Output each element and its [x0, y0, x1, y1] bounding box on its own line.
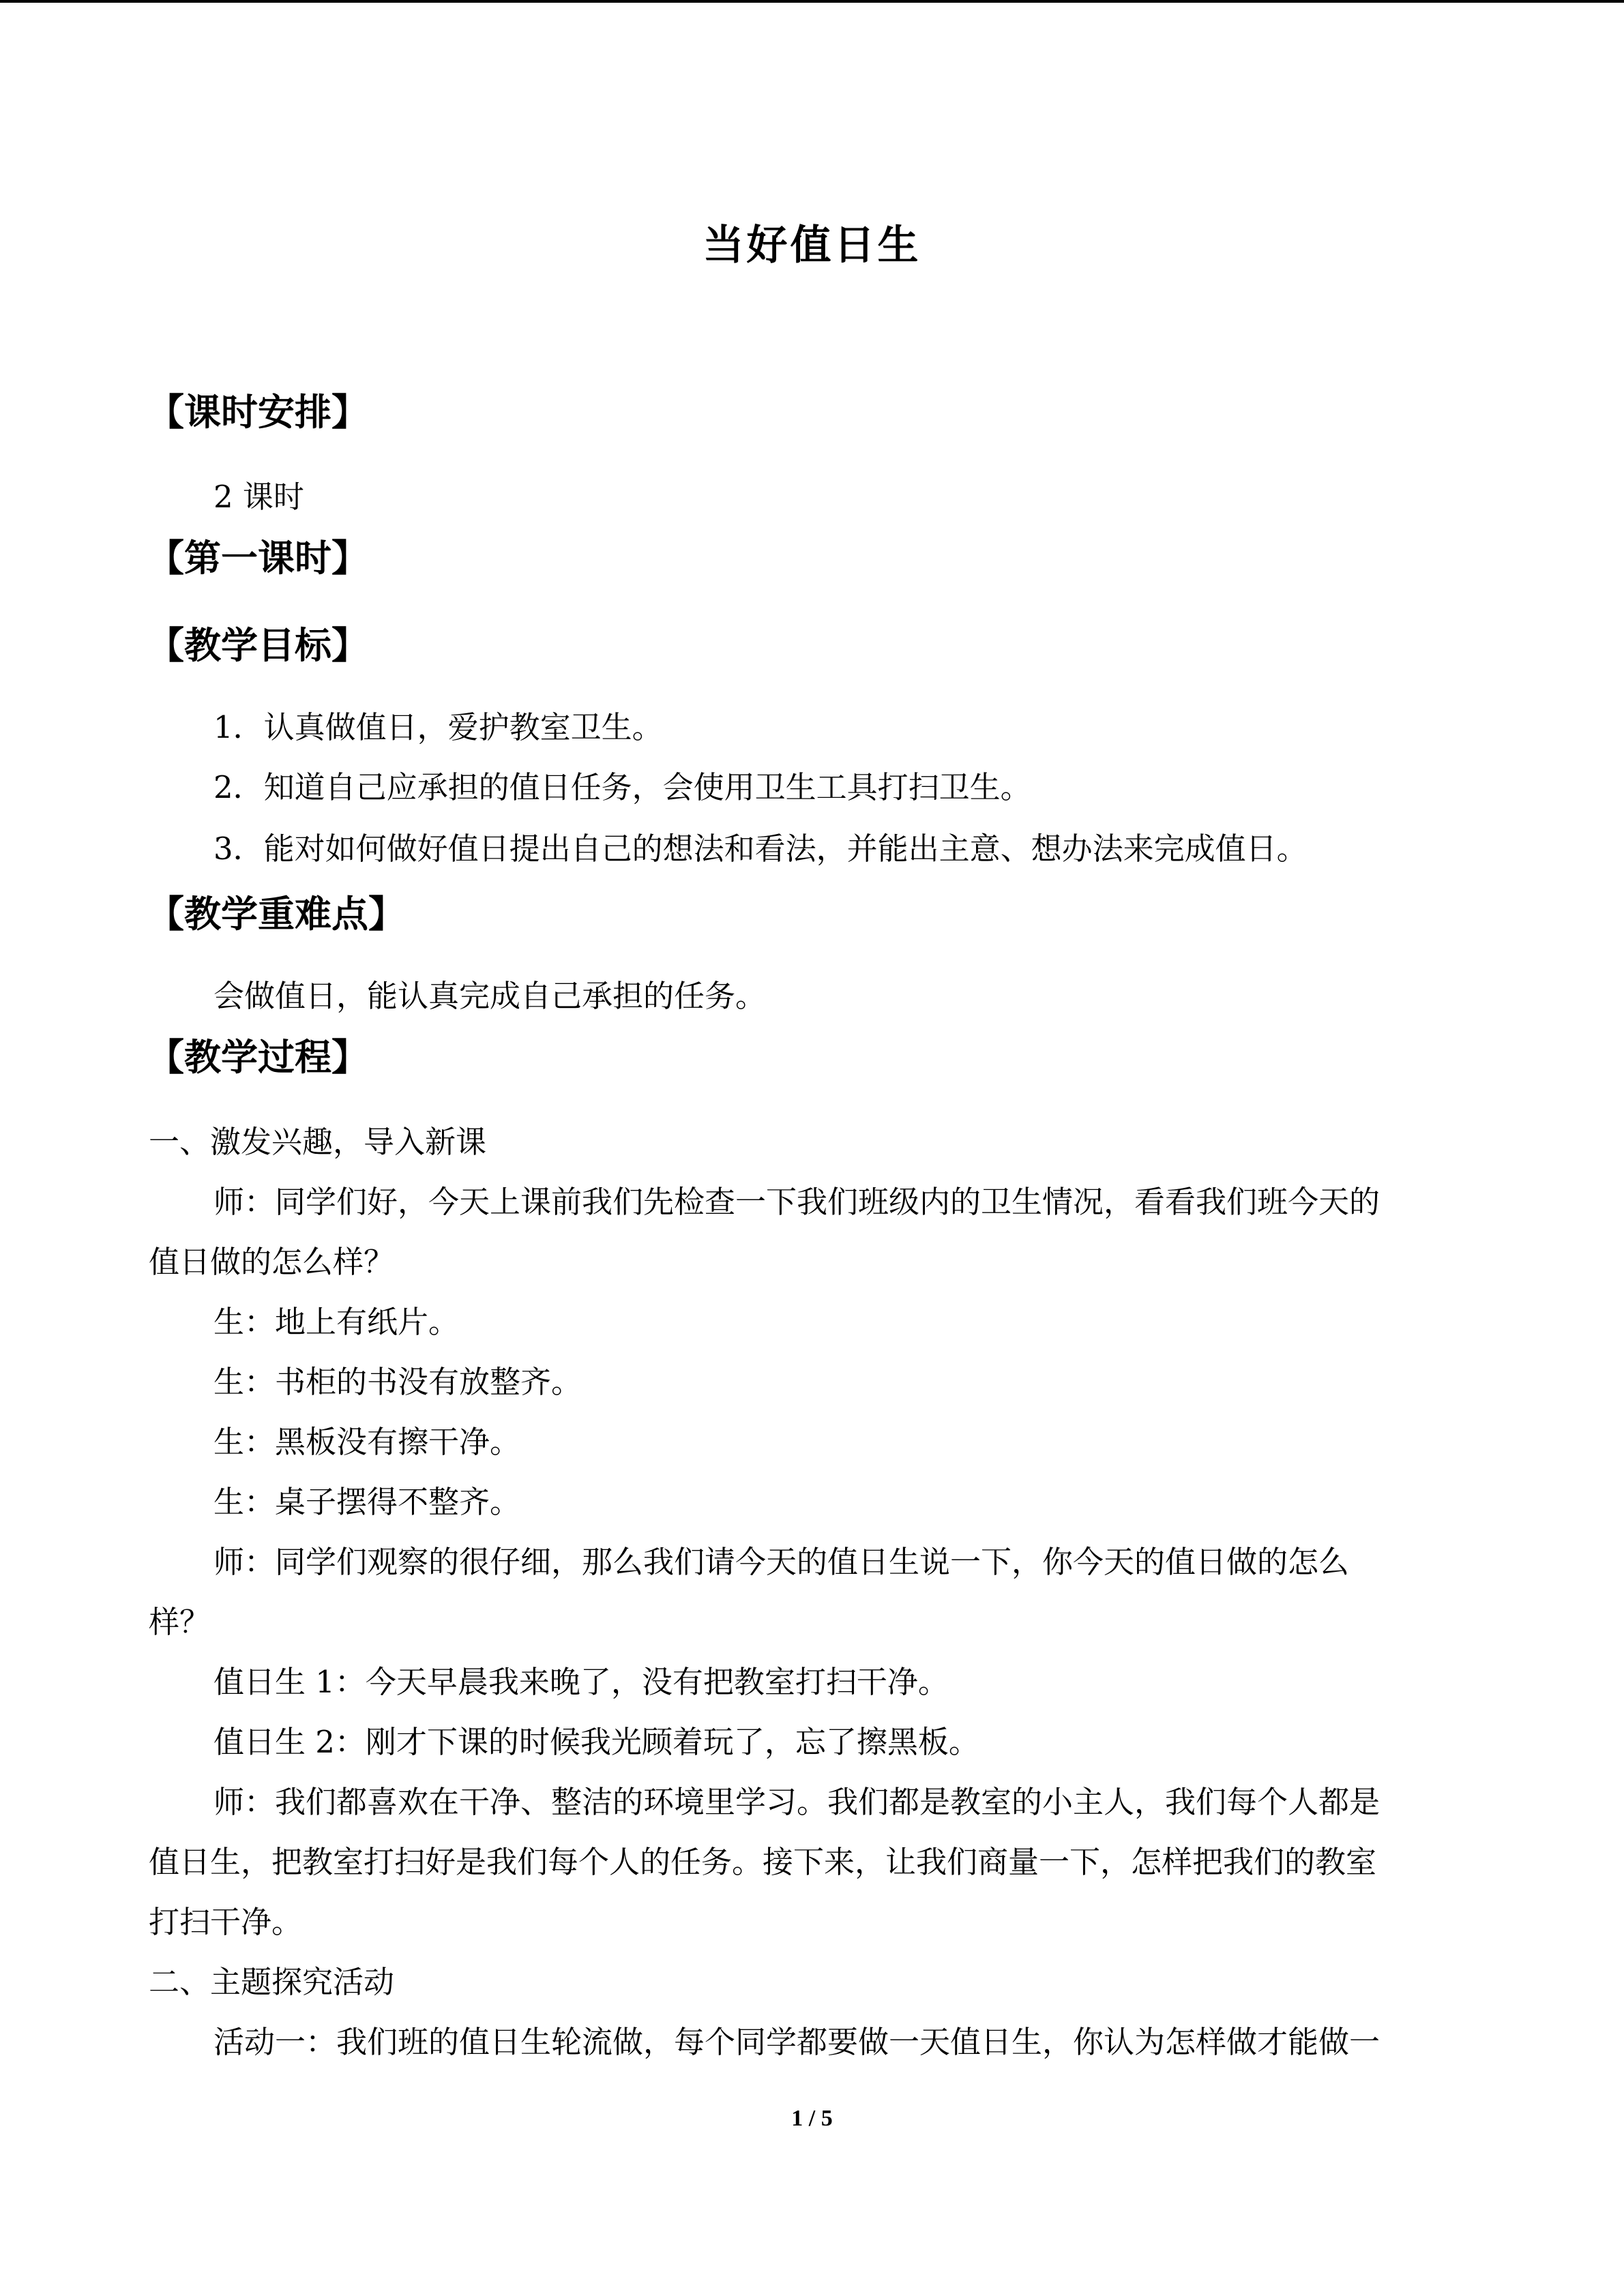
- paragraph-line: 师：我们都喜欢在干净、整洁的环境里学习。我们都是教室的小主人，我们每个人都是: [213, 1784, 1381, 1820]
- dialogue-line: 值日生 1：今天早晨我来晚了，没有把教室打扫干净。: [213, 1664, 949, 1700]
- top-border: [0, 0, 1624, 3]
- paragraph-line: 值日做的怎么样？: [149, 1244, 395, 1280]
- goal-item: 1．认真做值日，爱护教室卫生。: [213, 709, 663, 745]
- dialogue-line: 生：地上有纸片。: [213, 1304, 460, 1340]
- heading-key-points: 【教学重难点】: [147, 893, 405, 936]
- heading-lesson1: 【第一课时】: [147, 537, 368, 580]
- page-title: 当好值日生: [703, 222, 921, 269]
- section-heading: 二、主题探究活动: [149, 1964, 395, 2000]
- goal-item: 3．能对如何做好值日提出自己的想法和看法，并能出主意、想办法来完成值日。: [213, 831, 1308, 867]
- paragraph-line: 打扫干净。: [149, 1904, 303, 1940]
- dialogue-line: 生：黑板没有擦干净。: [213, 1424, 521, 1460]
- schedule-text: 2 课时: [213, 479, 304, 515]
- section-heading: 一、激发兴趣，导入新课: [149, 1124, 487, 1160]
- heading-goals: 【教学目标】: [147, 624, 368, 667]
- heading-process: 【教学过程】: [147, 1036, 368, 1079]
- paragraph-line: 活动一：我们班的值日生轮流做，每个同学都要做一天值日生，你认为怎样做才能做一: [213, 2024, 1381, 2060]
- paragraph-line: 值日生，把教室打扫好是我们每个人的任务。接下来，让我们商量一下，怎样把我们的教室: [149, 1844, 1377, 1880]
- paragraph-line: 师：同学们观察的很仔细，那么我们请今天的值日生说一下，你今天的值日做的怎么: [213, 1544, 1350, 1580]
- dialogue-line: 生：书柜的书没有放整齐。: [213, 1364, 582, 1400]
- dialogue-line: 生：桌子摆得不整齐。: [213, 1484, 521, 1520]
- page-number: 1 / 5: [791, 2106, 833, 2131]
- dialogue-line: 值日生 2：刚才下课的时候我光顾着玩了，忘了擦黑板。: [213, 1724, 979, 1760]
- heading-schedule: 【课时安排】: [147, 391, 368, 434]
- goal-item: 2．知道自己应承担的值日任务，会使用卫生工具打扫卫生。: [213, 769, 1031, 805]
- key-points-text: 会做值日，能认真完成自己承担的任务。: [213, 978, 767, 1014]
- paragraph-line: 样？: [149, 1604, 211, 1640]
- paragraph-line: 师：同学们好，今天上课前我们先检查一下我们班级内的卫生情况，看看我们班今天的: [213, 1184, 1381, 1220]
